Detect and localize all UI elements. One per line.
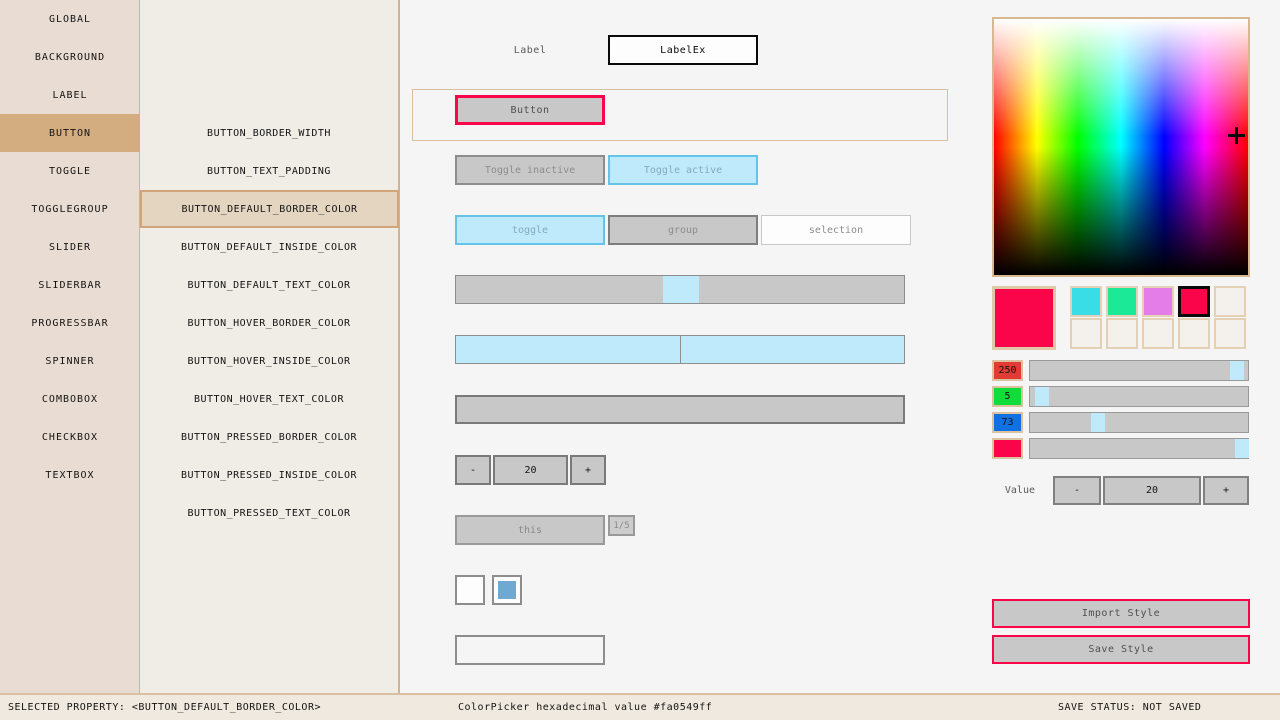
sidebar-item-sliderbar[interactable]: SLIDERBAR (38, 279, 102, 291)
sidebar-item-combobox[interactable]: COMBOBOX (41, 393, 99, 405)
preview-labelex: LabelEx (608, 35, 758, 65)
value-spinner-plus-button[interactable]: + (1203, 476, 1249, 505)
palette-swatch-1[interactable] (1070, 286, 1102, 317)
status-selected-property: SELECTED PROPERTY: <BUTTON_DEFAULT_BORDER_COLOR> (8, 702, 321, 713)
sidebar-item-background[interactable]: BACKGROUND (34, 51, 106, 63)
status-save-status: SAVE STATUS: NOT SAVED (1058, 702, 1202, 713)
palette-swatch-3[interactable] (1142, 286, 1174, 317)
blue-value-box[interactable]: 73 (992, 412, 1023, 433)
alpha-color-box (992, 438, 1023, 459)
property-item-hover-text-color[interactable]: BUTTON_HOVER_TEXT_COLOR (194, 393, 344, 405)
status-hex-value: ColorPicker hexadecimal value #fa0549ff (458, 702, 713, 713)
sliderbar-divider (680, 336, 681, 363)
preview-progressbar (455, 395, 905, 424)
preview-toggle-active[interactable]: Toggle active (608, 155, 758, 185)
palette-swatch-7-empty[interactable] (1106, 318, 1138, 349)
green-slider[interactable] (1029, 386, 1249, 407)
status-bar (0, 693, 1280, 720)
checkbox-check-fill (498, 581, 516, 599)
value-spinner-minus-button[interactable]: - (1053, 476, 1101, 505)
sidebar-item-textbox[interactable]: TEXTBOX (45, 469, 95, 481)
blue-slider[interactable] (1029, 412, 1249, 433)
sidebar-item-slider[interactable]: SLIDER (48, 241, 92, 253)
blue-slider-knob[interactable] (1091, 413, 1105, 432)
sidebar-item-button[interactable]: BUTTON (0, 114, 140, 152)
property-item-border-width[interactable]: BUTTON_BORDER_WIDTH (207, 127, 331, 139)
property-item-default-text-color[interactable]: BUTTON_DEFAULT_TEXT_COLOR (187, 279, 351, 291)
slider-knob[interactable] (663, 276, 699, 303)
palette-swatch-2[interactable] (1106, 286, 1138, 317)
preview-checkbox-checked[interactable] (492, 575, 522, 605)
preview-slider[interactable] (455, 275, 905, 304)
color-cursor-icon[interactable] (1228, 127, 1245, 144)
preview-toggle-inactive[interactable]: Toggle inactive (455, 155, 605, 185)
preview-togglegroup-group[interactable]: group (608, 215, 758, 245)
property-item-default-inside-color[interactable]: BUTTON_DEFAULT_INSIDE_COLOR (180, 241, 358, 253)
property-item-hover-inside-color[interactable]: BUTTON_HOVER_INSIDE_COLOR (187, 355, 351, 367)
sidebar-item-label[interactable]: LABEL (52, 89, 88, 101)
preview-checkbox-unchecked[interactable] (455, 575, 485, 605)
red-slider-knob[interactable] (1230, 361, 1244, 380)
import-style-button[interactable]: Import Style (992, 599, 1250, 628)
preview-spinner-minus-button[interactable]: - (455, 455, 491, 485)
palette-swatch-8-empty[interactable] (1142, 318, 1174, 349)
sidebar-item-global[interactable]: GLOBAL (48, 13, 92, 25)
preview-sliderbar[interactable] (455, 335, 905, 364)
sidebar-item-togglegroup[interactable]: TOGGLEGROUP (31, 203, 109, 215)
preview-spinner-plus-button[interactable]: + (570, 455, 606, 485)
preview-textbox[interactable] (455, 635, 605, 665)
category-sidebar (0, 0, 140, 694)
property-item-default-border-color[interactable]: BUTTON_DEFAULT_BORDER_COLOR (140, 190, 399, 228)
alpha-slider[interactable] (1029, 438, 1249, 459)
sidebar-item-spinner[interactable]: SPINNER (45, 355, 95, 367)
value-label: Value (1004, 485, 1035, 496)
save-style-button[interactable]: Save Style (992, 635, 1250, 664)
green-value-box[interactable]: 5 (992, 386, 1023, 407)
preview-label: Label (513, 44, 547, 56)
current-color-swatch (992, 286, 1056, 350)
property-item-pressed-text-color[interactable]: BUTTON_PRESSED_TEXT_COLOR (187, 507, 351, 519)
property-item-text-padding[interactable]: BUTTON_TEXT_PADDING (207, 165, 331, 177)
red-value-box[interactable]: 250 (992, 360, 1023, 381)
preview-togglegroup-selection[interactable]: selection (761, 215, 911, 245)
preview-spinner-value[interactable]: 20 (493, 455, 568, 485)
preview-combobox[interactable]: this (455, 515, 605, 545)
value-spinner-value[interactable]: 20 (1103, 476, 1201, 505)
palette-swatch-4-selected[interactable] (1178, 286, 1210, 317)
preview-combobox-counter[interactable]: 1/5 (608, 515, 635, 536)
property-list (140, 0, 400, 694)
sidebar-item-toggle[interactable]: TOGGLE (48, 165, 92, 177)
palette-swatch-6-empty[interactable] (1070, 318, 1102, 349)
property-item-pressed-inside-color[interactable]: BUTTON_PRESSED_INSIDE_COLOR (180, 469, 358, 481)
preview-button[interactable]: Button (455, 95, 605, 125)
sidebar-item-progressbar[interactable]: PROGRESSBAR (31, 317, 109, 329)
sidebar-item-checkbox[interactable]: CHECKBOX (41, 431, 99, 443)
color-picker-gradient[interactable] (992, 17, 1250, 277)
palette-swatch-5-empty[interactable] (1214, 286, 1246, 317)
property-item-hover-border-color[interactable]: BUTTON_HOVER_BORDER_COLOR (187, 317, 351, 329)
red-slider[interactable] (1029, 360, 1249, 381)
palette-swatch-9-empty[interactable] (1178, 318, 1210, 349)
property-item-pressed-border-color[interactable]: BUTTON_PRESSED_BORDER_COLOR (180, 431, 358, 443)
alpha-slider-knob[interactable] (1235, 439, 1249, 458)
preview-togglegroup-toggle[interactable]: toggle (455, 215, 605, 245)
palette-swatch-10-empty[interactable] (1214, 318, 1246, 349)
green-slider-knob[interactable] (1035, 387, 1049, 406)
